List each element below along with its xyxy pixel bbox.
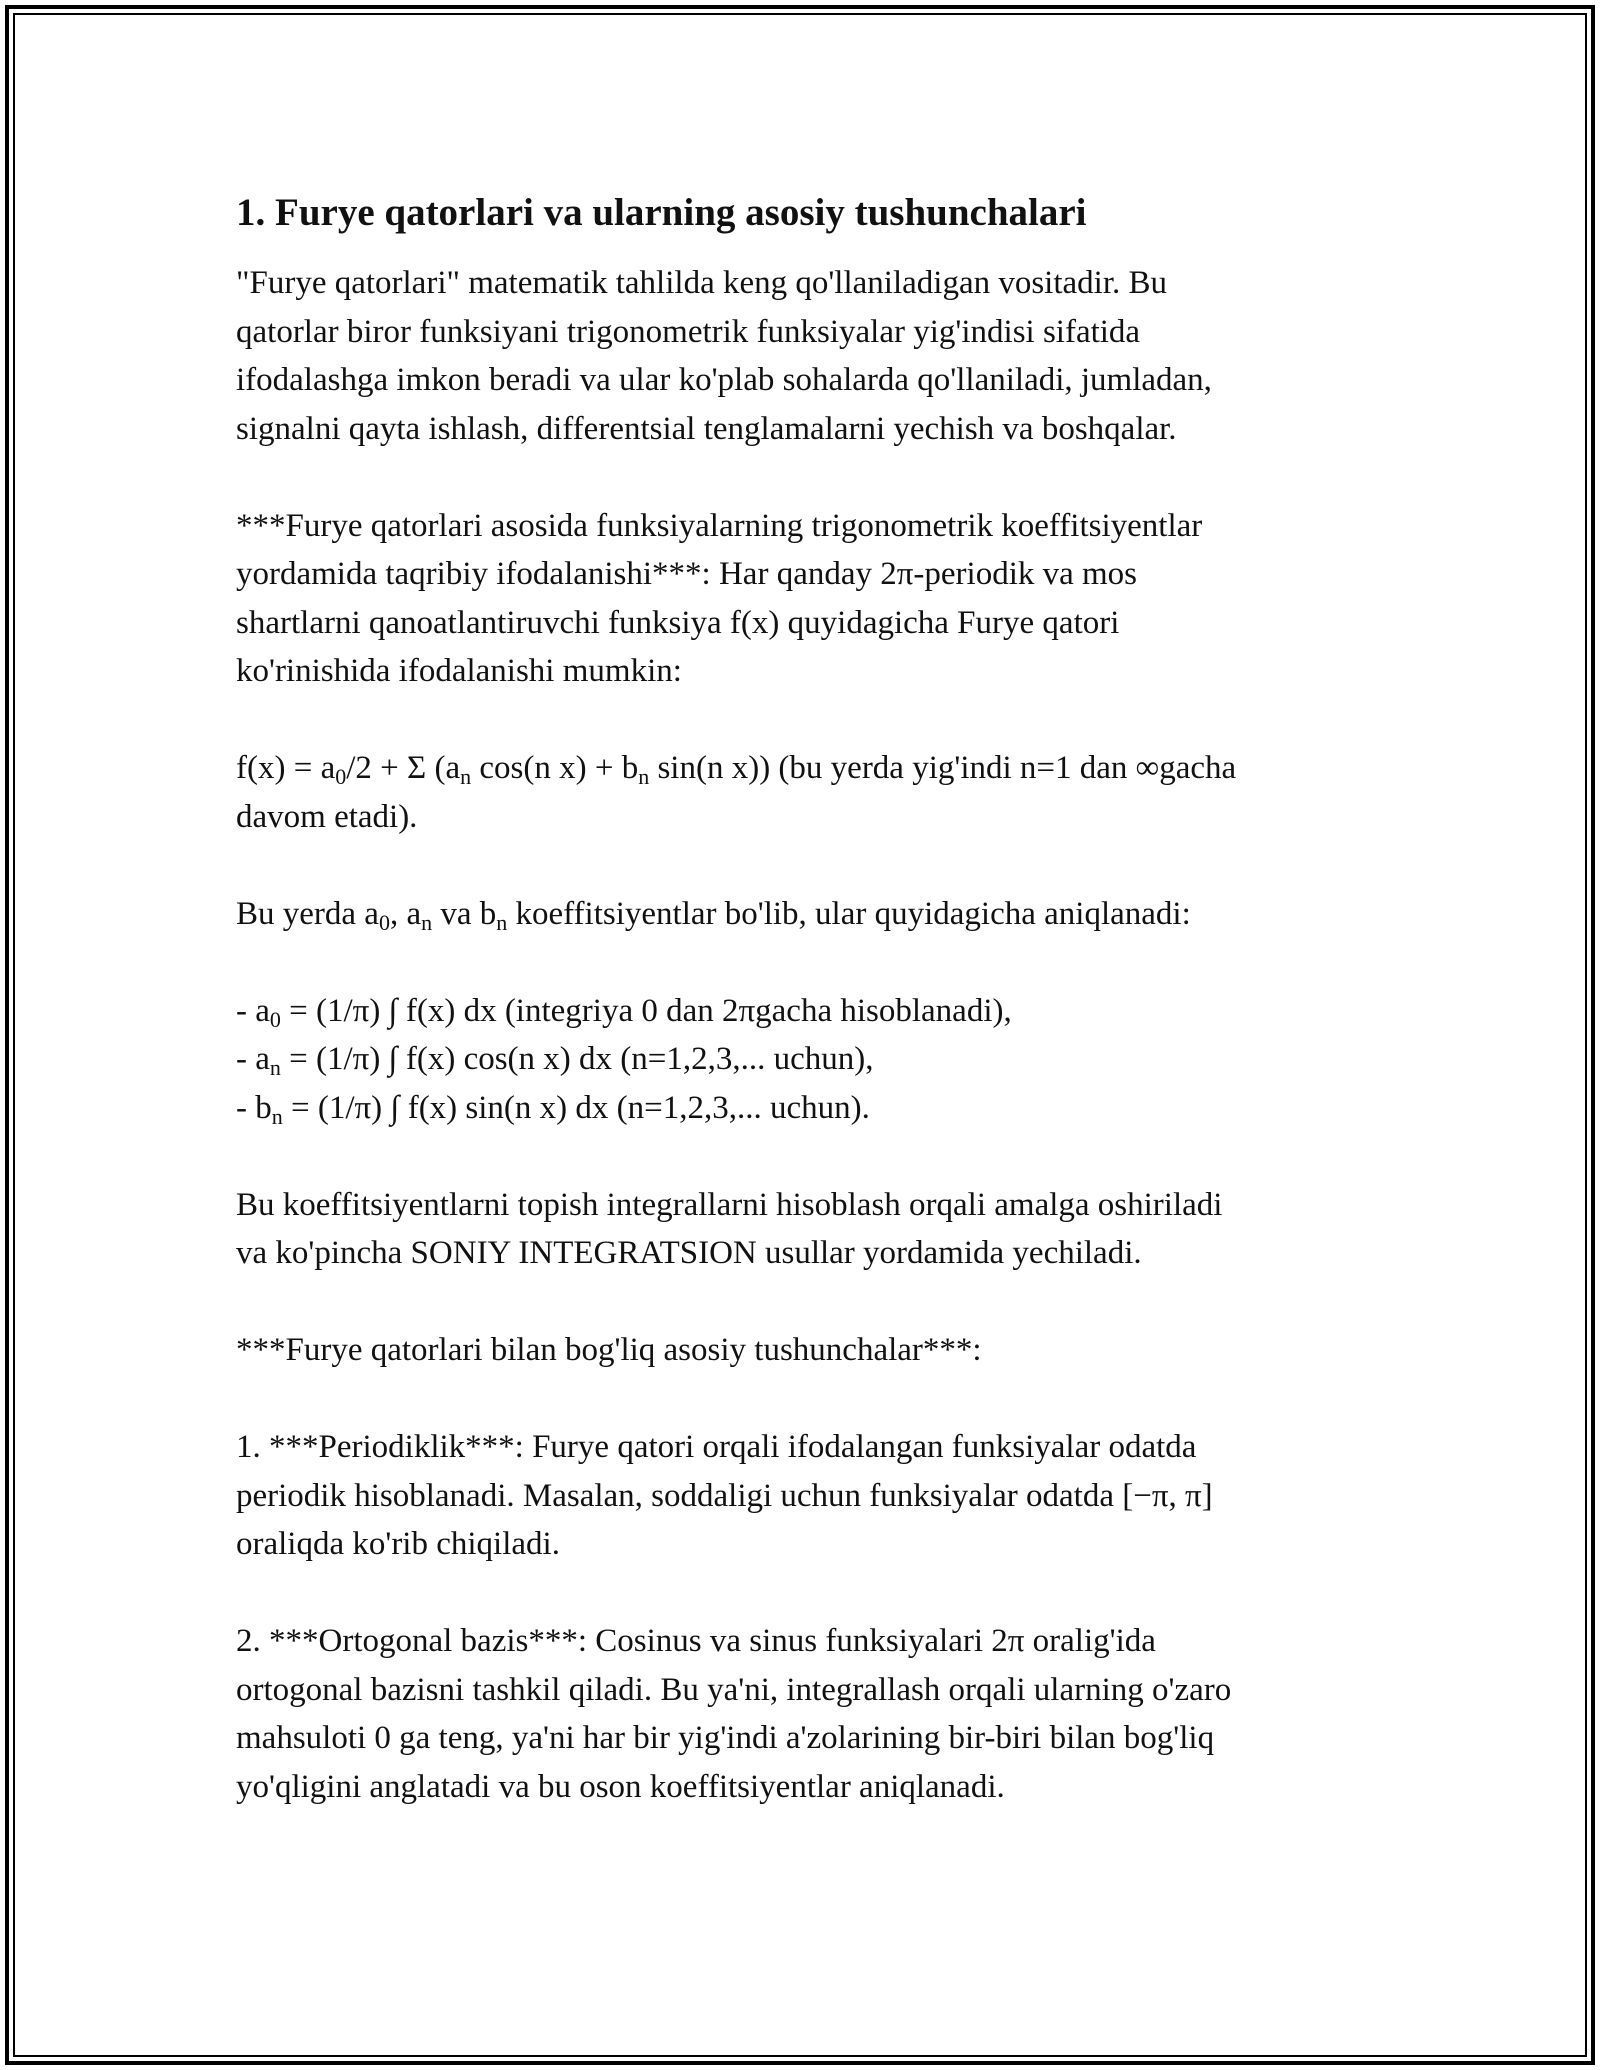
concept-orthogonal-basis <box>236 1617 1386 1811</box>
text-line: "Furye qatorlari" matematik tahlilda keng qo'llaniladigan vositadir. Bu <box>236 265 1168 301</box>
text-line: ***Furye qatorlari asosida funksiyalarning trigonometrik koeffitsiyentlar <box>236 507 1203 544</box>
text-line: va ko'pincha SONIY INTEGRATSION usullar yordamida yechiladi. <box>236 1235 1142 1271</box>
formula-line-continued: davom etadi). <box>236 798 418 835</box>
coefficient-item-a0: - $a_0 = (1/\pi)$ ∫ f(x) dx (integriya 0 dan 2πgacha hisoblanadi), <box>236 992 1012 1032</box>
text-line: 2. ***Ortogonal bazis***: Cosinus va sinus funksiyalari 2π oralig'ida <box>236 1623 1156 1659</box>
text-line: ortogonal bazisni tashkil qiladi. Bu ya'ni, integrallash orqali ularning o'zaro <box>236 1671 1232 1708</box>
coefficients-intro: Bu yerda $a_0$, $a_n$ va $b_n$ koeffitsiyentlar bo'lib, ular quyidagicha aniqlanadi: <box>236 895 1191 935</box>
formula-line: $f(x) = a_0/2 + \Sigma$ ($a_n$ cos(n $x) + b_n$ sin(n x)) (bu yerda yig'indi n=1 dan ∞gacha <box>236 750 1237 789</box>
coefficient-item-an: - $a_n = (1/\pi)$ ∫ f(x) cos(n x) dx (n=1,2,3,... uchun), <box>236 1041 874 1080</box>
intro-paragraph <box>236 259 1386 453</box>
text-line: yordamida taqribiy ifodalanishi***: Har qanday 2π-periodik va mos <box>236 556 1138 592</box>
document-page <box>236 187 1386 1811</box>
section-title: 1. Furye qatorlari va ularning asosiy tushunchalari <box>236 191 1087 234</box>
text-line: yo'qligini anglatadi va bu oson koeffitsiyentlar aniqlanadi. <box>236 1768 1005 1805</box>
text-line: periodik hisoblanadi. Masalan, soddaligi uchun funksiyalar odatda [−π, π] <box>236 1477 1213 1514</box>
text-line: oraliqda ko'rib chiqiladi. <box>236 1526 560 1562</box>
coefficient-item-bn: - $b_n = (1/\pi)$ ∫ f(x) sin(n x) dx (n=1,2,3,... uchun). <box>236 1089 870 1129</box>
text-line: qatorlar biror funksiyani trigonometrik funksiyalar yig'indisi sifatida <box>236 313 1141 350</box>
text-line: ko'rinishida ifodalanishi mumkin: <box>236 653 682 689</box>
text-line: signalni qayta ishlash, differentsial tenglamalarni yechish va boshqalar. <box>236 410 1177 447</box>
fourier-formula <box>236 744 1386 841</box>
approximation-paragraph <box>236 502 1386 696</box>
text-line: ifodalashga imkon beradi va ular ko'plab sohalarda qo'llaniladi, jumladan, <box>236 362 1212 398</box>
text-line: shartlarni qanoatlantiruvchi funksiya f(x) quyidagicha Furye qatori <box>236 604 1120 641</box>
coefficient-list <box>236 987 1386 1133</box>
text-line: 1. ***Periodiklik***: Furye qatori orqali ifodalangan funksiyalar odatda <box>236 1429 1197 1465</box>
text-line: Bu koeffitsiyentlarni topish integrallarni hisoblash orqali amalga oshiriladi <box>236 1186 1223 1223</box>
computation-paragraph <box>236 1181 1386 1278</box>
concepts-heading: ***Furye qatorlari bilan bog'liq asosiy tushunchalar***: <box>236 1332 982 1368</box>
concept-periodicity <box>236 1423 1386 1569</box>
text-line: mahsuloti 0 ga teng, ya'ni har bir yig'indi a'zolarining bir-biri bilan bog'liq <box>236 1720 1215 1756</box>
